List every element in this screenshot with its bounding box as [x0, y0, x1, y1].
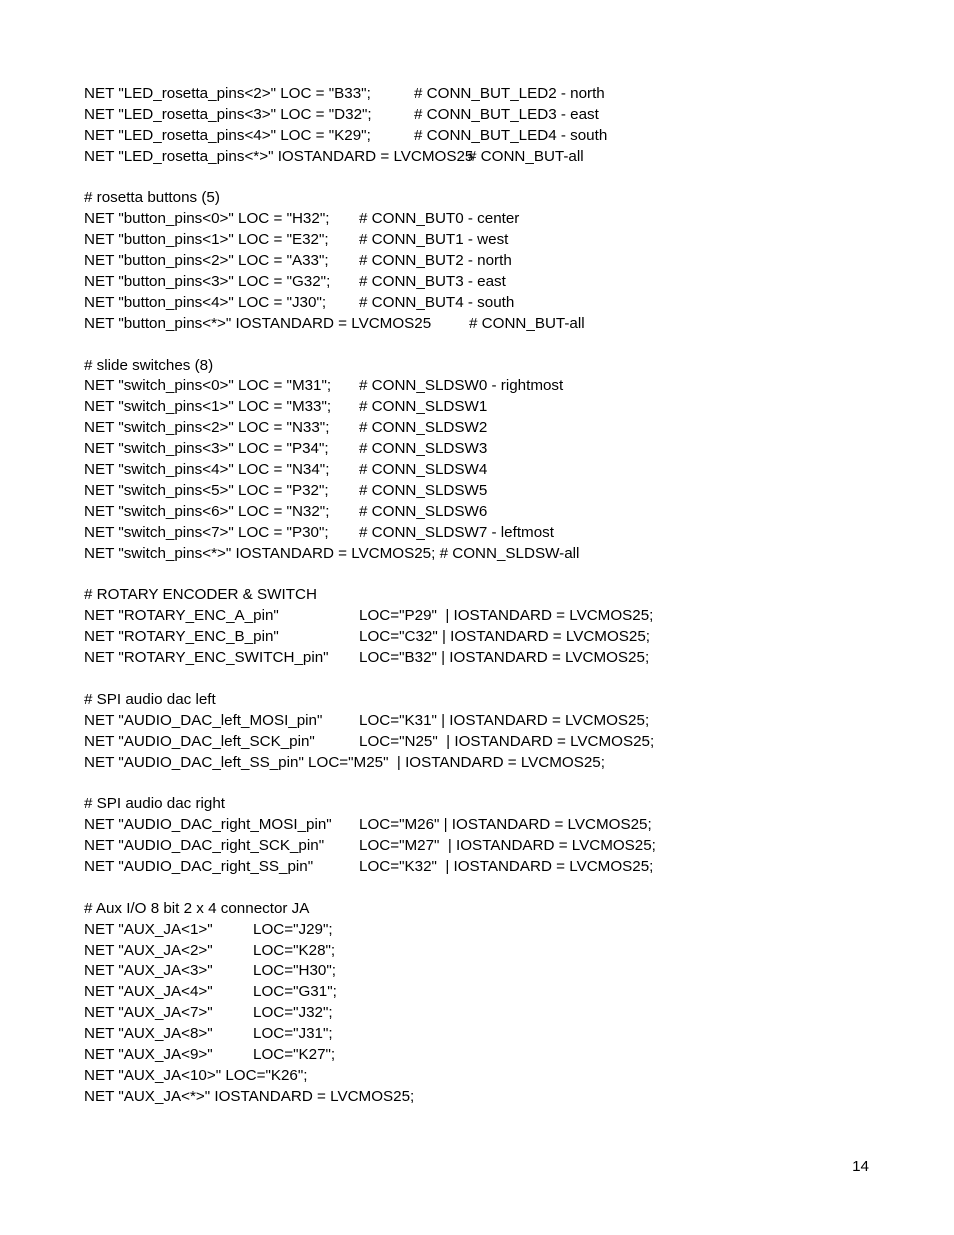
code-line-text: NET "LED_rosetta_pins<4>" LOC = "K29";	[84, 126, 371, 144]
code-line-text: NET "AUX_JA<*>" IOSTANDARD = LVCMOS25;	[84, 1087, 415, 1105]
code-line-comment: LOC="H30";	[253, 962, 336, 980]
code-line	[84, 544, 884, 565]
code-line	[84, 941, 884, 962]
code-line-text: NET "button_pins<2>" LOC = "A33";	[84, 252, 329, 270]
code-line-comment: # CONN_BUT_LED3 - east	[414, 105, 599, 123]
code-line	[84, 627, 884, 648]
code-line-text: NET "AUX_JA<7>"	[84, 1004, 213, 1022]
code-line-text: # rosetta buttons (5)	[84, 189, 220, 207]
code-line-text: NET "switch_pins<*>" IOSTANDARD = LVCMOS25; # CONN_SLDSW-all	[84, 544, 580, 562]
blank-line	[84, 878, 884, 899]
code-line-text: NET "AUDIO_DAC_left_SS_pin" LOC="M25" | IOSTANDARD = LVCMOS25;	[84, 753, 605, 771]
code-line	[84, 105, 884, 126]
code-line-comment: # CONN_BUT2 - north	[359, 252, 512, 270]
code-line-text: NET "LED_rosetta_pins<*>" IOSTANDARD = LVCMOS25	[84, 147, 474, 165]
code-line	[84, 251, 884, 272]
code-line	[84, 585, 884, 606]
code-line-text: NET "switch_pins<4>" LOC = "N34";	[84, 461, 330, 479]
code-line-comment: LOC="M27" | IOSTANDARD = LVCMOS25;	[359, 837, 656, 855]
code-line-text: NET "switch_pins<5>" LOC = "P32";	[84, 481, 329, 499]
page-number: 14	[852, 1158, 869, 1175]
code-line	[84, 147, 884, 168]
code-line-text: NET "AUX_JA<3>"	[84, 962, 213, 980]
code-line-comment: # CONN_SLDSW5	[359, 481, 488, 499]
code-line	[84, 1024, 884, 1045]
code-line-text: NET "button_pins<*>" IOSTANDARD = LVCMOS25	[84, 314, 432, 332]
code-line-comment: LOC="M26" | IOSTANDARD = LVCMOS25;	[359, 816, 652, 834]
code-line-comment: LOC="K32" | IOSTANDARD = LVCMOS25;	[359, 857, 654, 875]
code-line	[84, 460, 884, 481]
code-line	[84, 920, 884, 941]
code-line-comment: LOC="J29";	[253, 920, 333, 938]
code-line-comment: LOC="K28";	[253, 941, 336, 959]
code-line	[84, 836, 884, 857]
code-line-text: NET "ROTARY_ENC_B_pin"	[84, 628, 279, 646]
code-line	[84, 188, 884, 209]
code-line-comment: # CONN_SLDSW0 - rightmost	[359, 377, 564, 395]
code-line-comment: LOC="K31" | IOSTANDARD = LVCMOS25;	[359, 711, 650, 729]
code-line-text: NET "switch_pins<3>" LOC = "P34";	[84, 440, 329, 458]
code-line-text: NET "AUX_JA<8>"	[84, 1025, 213, 1043]
blank-line	[84, 335, 884, 356]
code-line	[84, 439, 884, 460]
code-line-comment: LOC="B32" | IOSTANDARD = LVCMOS25;	[359, 649, 650, 667]
code-line	[84, 84, 884, 105]
code-line-comment: # CONN_BUT_LED2 - north	[414, 85, 605, 102]
code-line-text: # Aux I/O 8 bit 2 x 4 connector JA	[84, 899, 310, 917]
code-line-comment: LOC="J32";	[253, 1004, 333, 1022]
code-line	[84, 272, 884, 293]
code-line	[84, 1045, 884, 1066]
blank-line	[84, 669, 884, 690]
code-line-comment: LOC="G31";	[253, 983, 337, 1001]
code-line-text: NET "button_pins<1>" LOC = "E32";	[84, 231, 329, 249]
code-line	[84, 982, 884, 1003]
code-line	[84, 1066, 884, 1087]
code-line	[84, 418, 884, 439]
code-line	[84, 711, 884, 732]
code-line-text: NET "LED_rosetta_pins<3>" LOC = "D32";	[84, 105, 372, 123]
code-line	[84, 356, 884, 377]
code-line-text: NET "switch_pins<2>" LOC = "N33";	[84, 419, 330, 437]
code-line	[84, 753, 884, 774]
code-line-text: NET "AUDIO_DAC_left_MOSI_pin"	[84, 711, 323, 729]
code-line-text: NET "ROTARY_ENC_SWITCH_pin"	[84, 649, 329, 667]
code-line	[84, 126, 884, 147]
code-line	[84, 523, 884, 544]
code-line-text: NET "AUX_JA<1>"	[84, 920, 213, 938]
code-line-comment: # CONN_BUT3 - east	[359, 273, 506, 291]
code-line-text: NET "button_pins<0>" LOC = "H32";	[84, 210, 330, 228]
code-line-comment: # CONN_SLDSW6	[359, 502, 488, 520]
code-line	[84, 732, 884, 753]
code-line	[84, 397, 884, 418]
code-line-comment: # CONN_BUT1 - west	[359, 231, 509, 249]
code-line-comment: LOC="K27";	[253, 1045, 336, 1063]
code-line	[84, 1087, 884, 1108]
code-line	[84, 209, 884, 230]
code-line-text: # SPI audio dac left	[84, 690, 216, 708]
code-line-text: NET "ROTARY_ENC_A_pin"	[84, 607, 279, 625]
code-line	[84, 899, 884, 920]
code-line-text: NET "AUX_JA<2>"	[84, 941, 213, 959]
code-line-comment: # CONN_BUT4 - south	[359, 293, 515, 311]
code-line-text: NET "LED_rosetta_pins<2>" LOC = "B33";	[84, 85, 371, 102]
code-line	[84, 314, 884, 335]
code-line	[84, 293, 884, 314]
code-line-text: NET "switch_pins<1>" LOC = "M33";	[84, 398, 332, 416]
code-line	[84, 690, 884, 711]
ucf-constraints-listing	[84, 84, 884, 1108]
code-line-text: # ROTARY ENCODER & SWITCH	[84, 586, 317, 604]
code-line-text: NET "button_pins<3>" LOC = "G32";	[84, 273, 331, 291]
code-line-text: # SPI audio dac right	[84, 795, 225, 813]
code-line-comment: LOC="P29" | IOSTANDARD = LVCMOS25;	[359, 607, 654, 625]
code-line	[84, 1003, 884, 1024]
code-line	[84, 606, 884, 627]
code-line-text: NET "AUX_JA<4>"	[84, 983, 213, 1001]
code-line	[84, 481, 884, 502]
code-line-comment: # CONN_SLDSW2	[359, 419, 488, 437]
code-line	[84, 376, 884, 397]
code-line	[84, 857, 884, 878]
code-line	[84, 502, 884, 523]
code-line-comment: # CONN_BUT-all	[469, 314, 585, 332]
code-line-text: NET "AUX_JA<10>" LOC="K26";	[84, 1066, 308, 1084]
code-line	[84, 815, 884, 836]
code-line	[84, 648, 884, 669]
code-line-comment: # CONN_SLDSW1	[359, 398, 488, 416]
code-line-comment: LOC="C32" | IOSTANDARD = LVCMOS25;	[359, 628, 651, 646]
code-line-text: # slide switches (8)	[84, 356, 214, 374]
code-line-text: NET "switch_pins<7>" LOC = "P30";	[84, 523, 329, 541]
code-line-comment: # CONN_SLDSW7 - leftmost	[359, 523, 554, 541]
code-line-text: NET "AUX_JA<9>"	[84, 1045, 213, 1063]
code-line-comment: # CONN_SLDSW4	[359, 461, 488, 479]
code-line-text: NET "AUDIO_DAC_right_SCK_pin"	[84, 837, 325, 855]
code-line-comment: # CONN_BUT_LED4 - south	[414, 126, 608, 144]
code-line-text: NET "AUDIO_DAC_right_MOSI_pin"	[84, 816, 332, 834]
code-line-text: NET "switch_pins<6>" LOC = "N32";	[84, 502, 330, 520]
code-line-comment: LOC="J31";	[253, 1025, 333, 1043]
blank-line	[84, 773, 884, 794]
code-line-text: NET "switch_pins<0>" LOC = "M31";	[84, 377, 332, 395]
code-line-comment: # CONN_BUT0 - center	[359, 210, 520, 228]
code-line-text: NET "AUDIO_DAC_left_SCK_pin"	[84, 732, 315, 750]
code-line	[84, 230, 884, 251]
code-line	[84, 961, 884, 982]
blank-line	[84, 168, 884, 189]
code-line	[84, 794, 884, 815]
code-line-text: NET "button_pins<4>" LOC = "J30";	[84, 293, 327, 311]
code-line-comment: LOC="N25" | IOSTANDARD = LVCMOS25;	[359, 732, 655, 750]
code-line-text: NET "AUDIO_DAC_right_SS_pin"	[84, 857, 314, 875]
code-line-comment: # CONN_BUT-all	[468, 147, 584, 165]
code-line-comment: # CONN_SLDSW3	[359, 440, 488, 458]
blank-line	[84, 564, 884, 585]
